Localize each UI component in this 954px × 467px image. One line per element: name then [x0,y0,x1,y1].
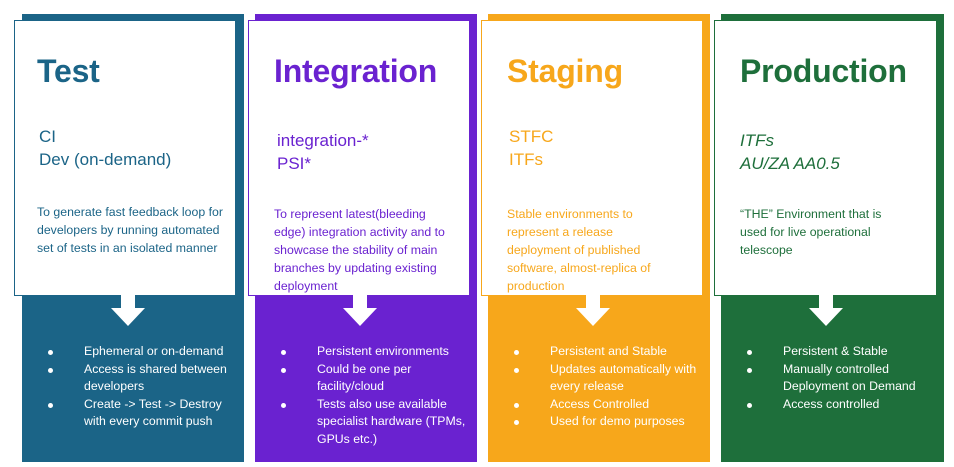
bullets-production [721,343,944,413]
envs-staging [509,125,553,171]
column-production [721,14,944,462]
env-itfs: ITFs [740,131,774,150]
list-item: Used for demo purposes [488,413,710,431]
list-item: Updates automatically with every release [488,361,710,396]
list-item: Persistent and Stable [488,343,710,361]
env-itfs: ITFs [509,150,543,169]
description-production: “THE” Environment that is used for live operational telescope [740,207,882,257]
envs-integration [277,129,369,175]
bullets-staging [488,343,710,431]
card-production [714,20,937,296]
card-test [14,20,236,296]
title-staging: Staging [507,53,623,89]
bullets-integration [255,343,477,449]
column-integration [255,14,477,462]
list-item: Could be one per facility/cloud [255,361,477,396]
list-item: Persistent & Stable [721,343,944,361]
env-psi: PSI* [277,154,312,173]
env-ci: CI [39,127,56,146]
card-integration [248,20,470,296]
title-production: Production [740,53,907,89]
column-test [22,14,244,462]
list-item: Access Controlled [488,396,710,414]
env-dev: Dev (on-demand) [39,150,172,169]
bullets-test [22,343,244,431]
description-integration: To represent latest(bleeding edge) integration activity and to showcase the stability of main branches by updating existing deployment [274,207,445,293]
list-item: Create -> Test -> Destroy with every commit push [22,396,244,431]
column-staging [488,14,710,462]
list-item: Access is shared between developers [22,361,244,396]
env-stfc: STFC [509,127,554,146]
card-staging [481,20,703,296]
list-item: Manually controlled Deployment on Demand [721,361,944,396]
title-test: Test [37,53,100,89]
down-arrow-icon [809,294,843,326]
description-staging: Stable environments to represent a release deployment of published software, almost-replica of production [507,207,651,293]
list-item: Persistent environments [255,343,477,361]
env-integration: integration-* [277,131,369,150]
envs-production [740,129,840,175]
down-arrow-icon [111,294,145,326]
description-test: To generate fast feedback loop for developers by running automated set of tests in an isolated manner [37,205,223,255]
list-item: Tests also use available specialist hardware (TPMs, GPUs etc.) [255,396,477,449]
env-au-za: AU/ZA AA0.5 [740,154,840,173]
list-item: Access controlled [721,396,944,414]
down-arrow-icon [576,294,610,326]
title-integration: Integration [274,53,438,89]
down-arrow-icon [343,294,377,326]
envs-test [39,125,171,171]
list-item: Ephemeral or on-demand [22,343,244,361]
